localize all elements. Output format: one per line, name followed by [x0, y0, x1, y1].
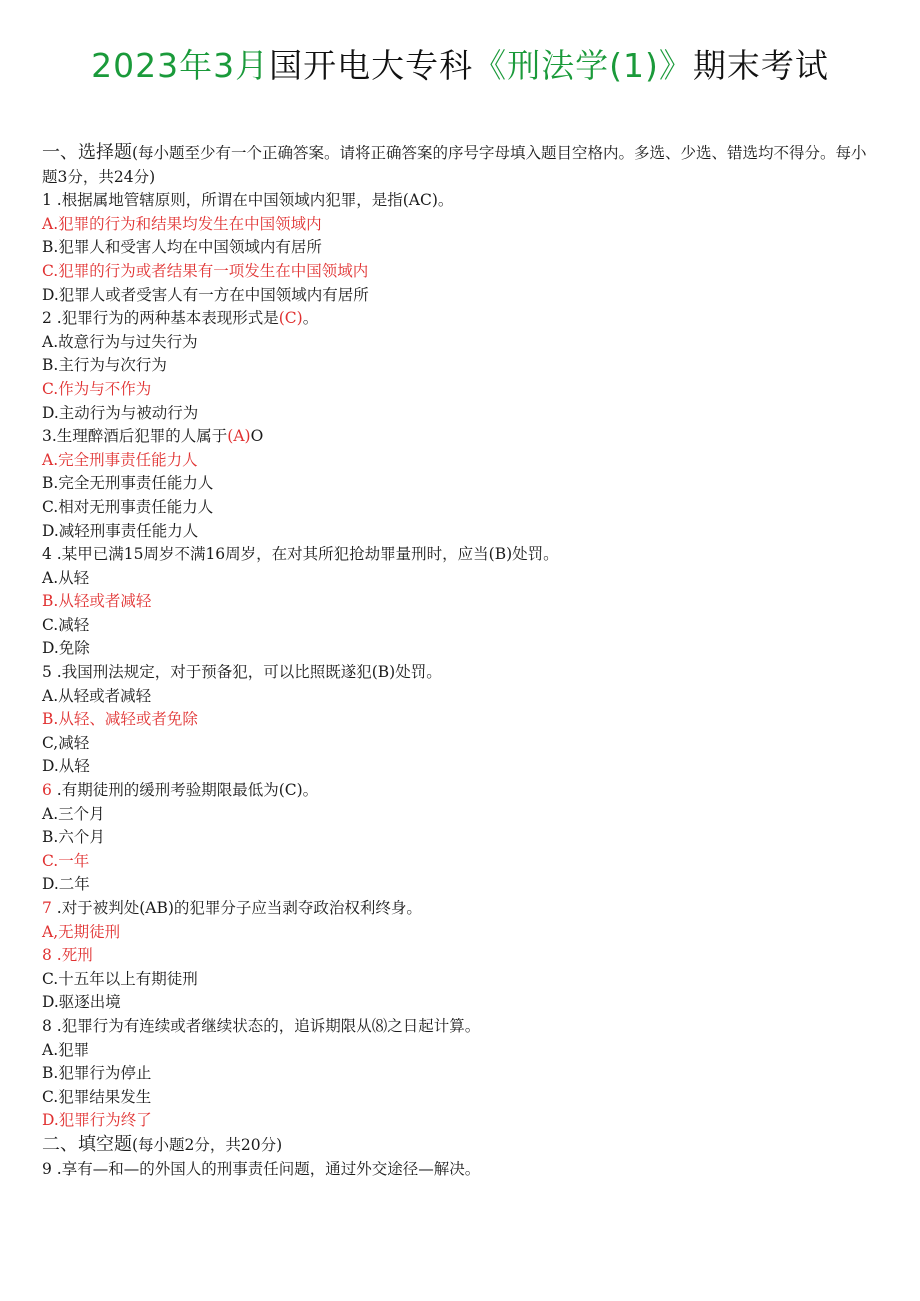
option-b: B.犯罪人和受害人均在中国领域内有居所	[42, 238, 322, 257]
option-b: B.主行为与次行为	[42, 356, 167, 375]
page-title	[0, 44, 920, 88]
stem-end: 。	[302, 309, 319, 328]
option-d: D.犯罪人或者受害人有一方在中国领域内有居所	[42, 285, 369, 304]
question-stem: 9 .享有—和—的外国人的刑事责任问题，通过外交途径—解决。	[42, 1159, 481, 1178]
exam-content	[42, 141, 872, 1181]
stem-answer: (C)	[278, 309, 303, 328]
question-number: 7	[42, 899, 52, 917]
question-stem	[42, 897, 872, 921]
option-c: C.十五年以上有期徒刑	[42, 969, 198, 988]
section-title: 一、选择题	[42, 142, 132, 163]
option-a: A.完全刑事责任能力人	[42, 450, 198, 469]
option-d: D.从轻	[42, 757, 90, 776]
option-a: A.三个月	[42, 804, 105, 823]
stem-text: .对于被判处(AB)的犯罪分子应当剥夺政治权利终身。	[51, 899, 422, 917]
option-c: C.相对无刑事责任能力人	[42, 497, 214, 516]
question-stem: 4 .某甲已满15周岁不满16周岁，在对其所犯抢劫罪量刑时，应当(B)处罚。	[42, 545, 559, 564]
stem-text: .有期徒刑的缓刑考验期限最低为(C)。	[51, 781, 319, 800]
stem-text: 2 .犯罪行为的两种基本表现形式是	[42, 309, 279, 328]
question-stem: 1 .根据属地管辖原则，所谓在中国领域内犯罪，是指(AC)。	[42, 191, 454, 210]
option-c: C.一年	[42, 851, 90, 870]
title-school: 国开电大专科	[269, 46, 474, 85]
option-d: D.犯罪行为终了	[42, 1111, 152, 1130]
option-d: D.免除	[42, 639, 90, 658]
option-c: C.犯罪的行为或者结果有一项发生在中国领域内	[42, 261, 369, 280]
option-d: D.驱逐出境	[42, 993, 121, 1012]
question-stem: 5 .我国刑法规定，对于预备犯，可以比照既遂犯(B)处罚。	[42, 663, 442, 682]
stem-end: O	[250, 427, 264, 446]
question-number: 6	[42, 781, 52, 800]
option-a: A.故意行为与过失行为	[42, 332, 198, 351]
option-a: A.犯罪的行为和结果均发生在中国领域内	[42, 214, 322, 233]
section-instructions: (每小题至少有一个正确答案。请将正确答案的序号字母填入题目空格内。多选、少选、错选均不得分。每小题3分，共24分)	[42, 144, 867, 186]
option-b: B.六个月	[42, 828, 105, 847]
option-b: B.从轻或者减轻	[42, 592, 152, 611]
option-a: A.从轻或者减轻	[42, 686, 152, 705]
title-course: 《刑法学(1)》	[473, 46, 693, 85]
option-c: C.减轻	[42, 615, 90, 634]
section-heading-fill	[42, 1133, 872, 1158]
option-c: C,减轻	[42, 733, 90, 752]
question-stem	[42, 307, 872, 331]
title-exam: 期末考试	[692, 46, 829, 85]
stem-answer: (A)	[227, 427, 251, 446]
option-b: B.犯罪行为停止	[42, 1064, 152, 1083]
option-c: C.犯罪结果发生	[42, 1087, 152, 1106]
option-d: D.减轻刑事责任能力人	[42, 521, 199, 540]
question-stem: 8 .犯罪行为有连续或者继续状态的，追诉期限从⑻之日起计算。	[42, 1016, 481, 1035]
option-b: B.从轻、减轻或者免除	[42, 710, 198, 729]
option-a: A.犯罪	[42, 1040, 90, 1059]
question-stem	[42, 779, 872, 803]
section-heading-choice	[42, 141, 872, 189]
option-a: A.从轻	[42, 568, 90, 587]
stem-text: 3.生理醉酒后犯罪的人属于	[42, 427, 228, 446]
option-d: D.主动行为与被动行为	[42, 403, 199, 422]
option-a: A,无期徒刑	[42, 922, 121, 941]
title-date: 2023年3月	[91, 46, 270, 85]
option-d: D.二年	[42, 875, 90, 894]
option-c: C.作为与不作为	[42, 379, 152, 398]
option-b: B.完全无刑事责任能力人	[42, 474, 214, 493]
section-title: 二、填空题	[42, 1133, 132, 1155]
option-b: 8 .死刑	[42, 946, 93, 965]
section-instructions: (每小题2分，共20分)	[132, 1135, 283, 1154]
question-stem	[42, 425, 872, 449]
